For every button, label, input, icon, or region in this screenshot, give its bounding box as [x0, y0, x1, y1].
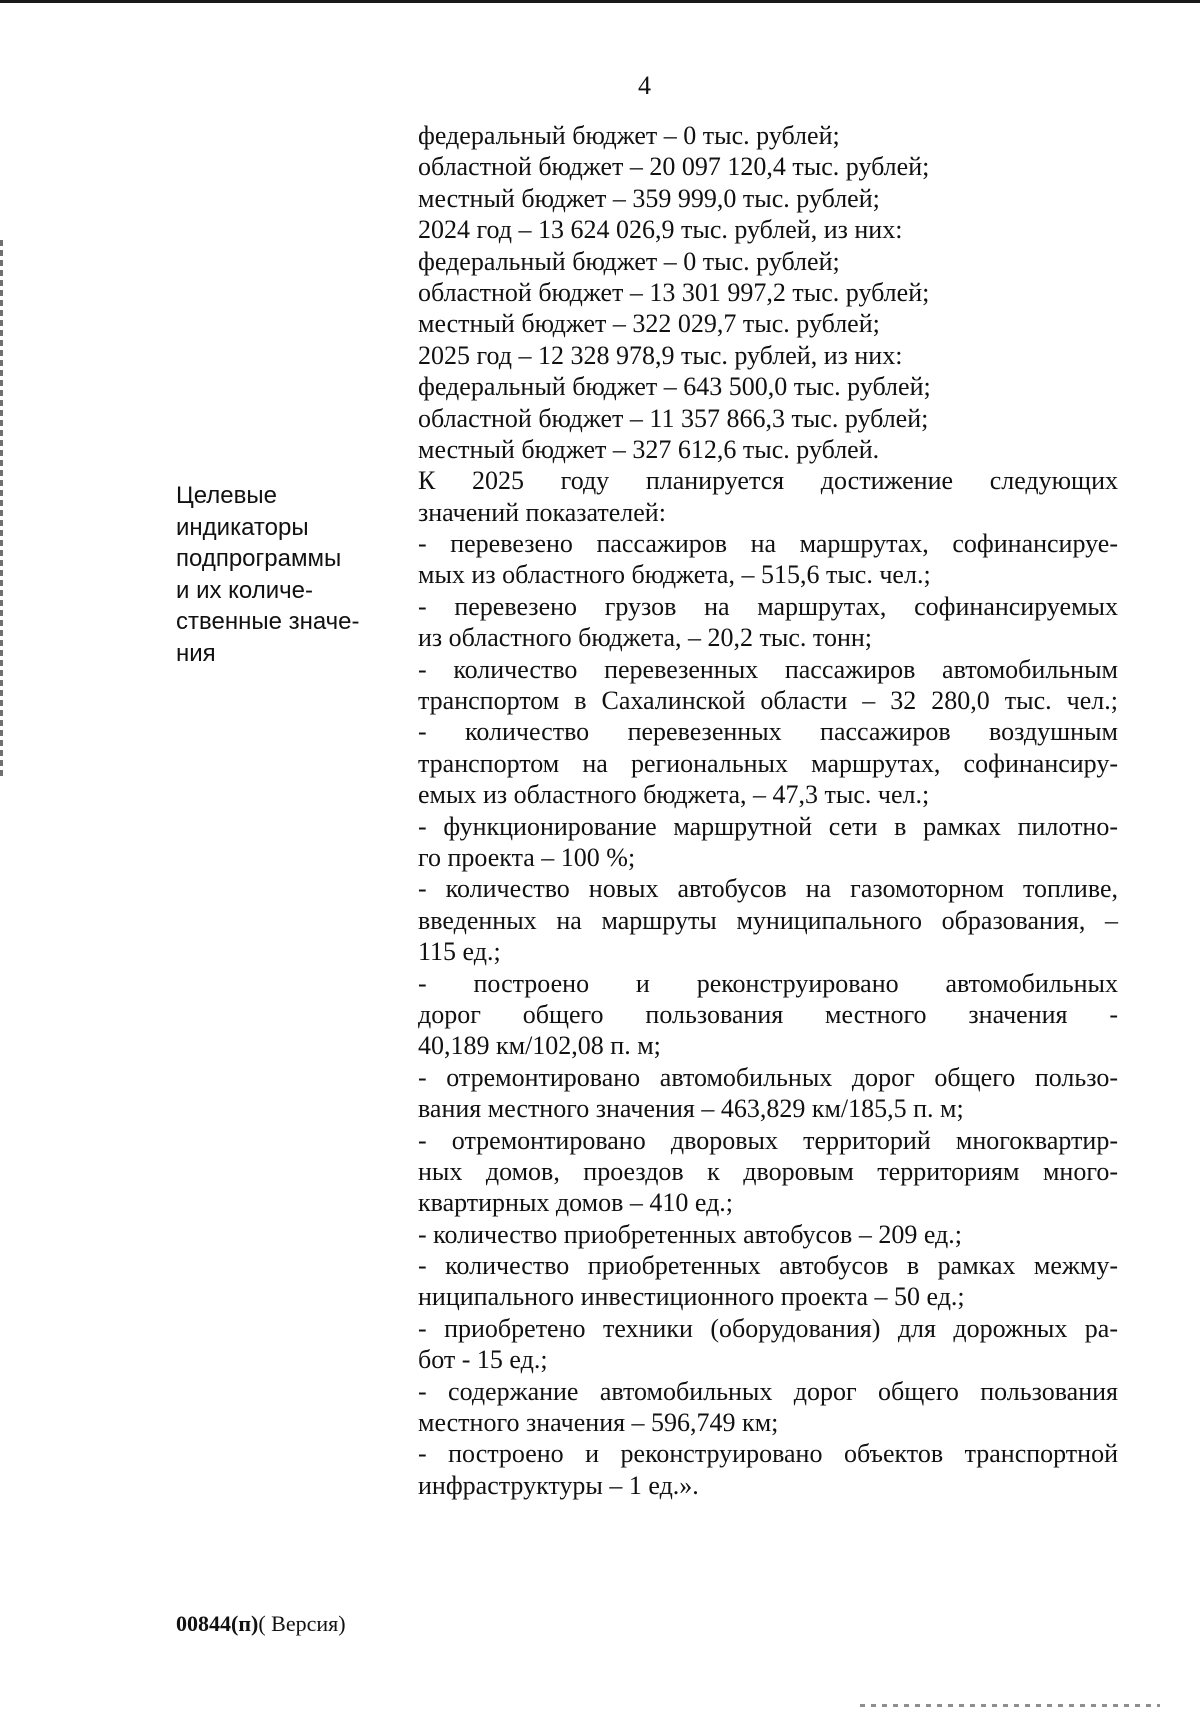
text-line: - перевезено пассажиров на маршрутах, софинансируе-	[418, 529, 1118, 559]
text-line: значений показателей:	[418, 497, 666, 527]
label-line: индикаторы	[176, 513, 309, 541]
document-code: 00844(п)	[176, 1611, 259, 1636]
text-line: - отремонтировано дворовых территорий многоквартир-	[418, 1125, 1118, 1155]
text-line: - количество приобретенных автобусов в рамках межму-	[418, 1251, 1118, 1281]
text-line: введенных на маршруты муниципального образования, –	[418, 905, 1118, 935]
text-line: - содержание автомобильных дорог общего пользования	[418, 1376, 1118, 1406]
page-number: 4	[638, 71, 651, 100]
text-line: - построено и реконструировано объектов транспортной	[418, 1439, 1118, 1469]
text-line: вания местного значения – 463,829 км/185,5 п. м;	[418, 1094, 964, 1124]
text-line: из областного бюджета, – 20,2 тыс. тонн;	[418, 623, 872, 653]
text-line: областной бюджет – 13 301 997,2 тыс. рублей;	[418, 277, 930, 307]
text-line: 40,189 км/102,08 п. м;	[418, 1031, 661, 1061]
document-version: ( Версия)	[258, 1611, 346, 1636]
text-line: - перевезено грузов на маршрутах, софинансируемых	[418, 591, 1118, 621]
label-line: ния	[176, 639, 216, 667]
label-line: и их количе-	[176, 576, 313, 604]
text-line: К 2025 году планируется достижение следующих	[418, 466, 1118, 496]
top-border-line	[0, 0, 1200, 3]
label-line: ственные значе-	[176, 608, 360, 635]
text-line: местный бюджет – 359 999,0 тыс. рублей;	[418, 183, 880, 213]
text-line: областной бюджет – 20 097 120,4 тыс. рублей;	[418, 152, 930, 182]
text-line: - количество перевезенных пассажиров автомобильным	[418, 654, 1118, 684]
text-line: транспортом в Сахалинской области – 32 280,0 тыс. чел.;	[418, 686, 1118, 716]
indicators-label	[176, 480, 376, 669]
text-line: го проекта – 100 %;	[418, 842, 636, 872]
text-line: ных домов, проездов к дворовым территориям много-	[418, 1156, 1118, 1186]
text-line: - количество новых автобусов на газомоторном топливе,	[418, 874, 1118, 904]
text-line: - построено и реконструировано автомобильных	[418, 968, 1118, 998]
text-line: мых из областного бюджета, – 515,6 тыс. чел.;	[418, 560, 931, 590]
document-footer	[176, 1610, 346, 1638]
scan-bottom-marks	[860, 1704, 1160, 1707]
text-line: 115 ед.;	[418, 937, 501, 967]
text-line: - приобретено техники (оборудования) для дорожных ра-	[418, 1313, 1118, 1343]
text-line: емых из областного бюджета, – 47,3 тыс. чел.;	[418, 780, 930, 810]
text-line: 2024 год – 13 624 026,9 тыс. рублей, из них:	[418, 215, 903, 245]
text-line: инфраструктуры – 1 ед.».	[418, 1470, 699, 1500]
scan-edge-marks	[0, 240, 3, 780]
text-line: федеральный бюджет – 643 500,0 тыс. рублей;	[418, 372, 931, 402]
text-line: федеральный бюджет – 0 тыс. рублей;	[418, 121, 840, 150]
text-line: бот - 15 ед.;	[418, 1345, 548, 1375]
text-line: федеральный бюджет – 0 тыс. рублей;	[418, 246, 840, 276]
label-line: подпрограммы	[176, 545, 342, 572]
text-line: 2025 год – 12 328 978,9 тыс. рублей, из них:	[418, 340, 903, 370]
text-line: местный бюджет – 327 612,6 тыс. рублей.	[418, 434, 880, 464]
text-line: - функционирование маршрутной сети в рамках пилотно-	[418, 811, 1118, 841]
text-line: - отремонтировано автомобильных дорог общего пользо-	[418, 1062, 1118, 1092]
text-line: областной бюджет – 11 357 866,3 тыс. рублей;	[418, 403, 929, 433]
text-line: местного значения – 596,749 км;	[418, 1408, 779, 1438]
budget-and-indicators-text	[418, 120, 1118, 1501]
text-line: - количество приобретенных автобусов – 209 ед.;	[418, 1219, 962, 1249]
text-line: местный бюджет – 322 029,7 тыс. рублей;	[418, 309, 880, 339]
text-line: дорог общего пользования местного значения -	[418, 999, 1118, 1029]
text-line: - количество перевезенных пассажиров воздушным	[418, 717, 1118, 747]
text-line: квартирных домов – 410 ед.;	[418, 1188, 734, 1218]
text-line: ниципального инвестиционного проекта – 50 ед.;	[418, 1282, 965, 1312]
text-line: транспортом на региональных маршрутах, софинансиру-	[418, 748, 1118, 778]
label-line: Целевые	[176, 482, 278, 509]
